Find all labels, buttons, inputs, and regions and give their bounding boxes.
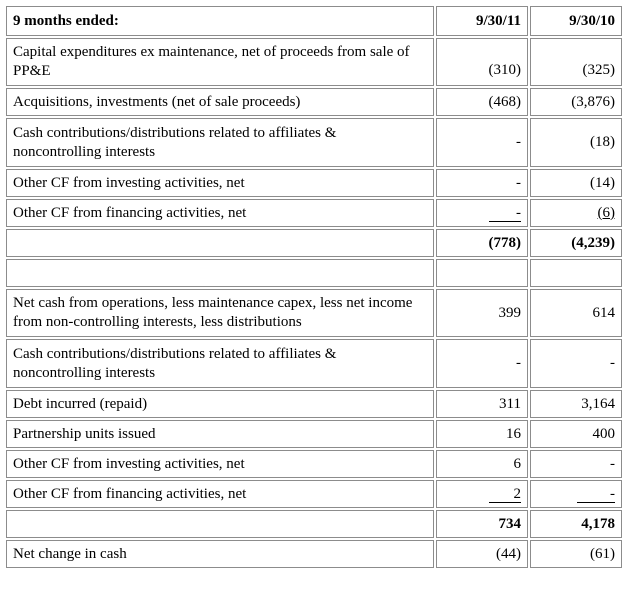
- row-label: Other CF from financing activities, net: [6, 480, 434, 508]
- row-value-2011: 16: [436, 420, 528, 448]
- header-row: [6, 6, 622, 36]
- subtotal-value-2011: 734: [436, 510, 528, 538]
- row-value-2010: [530, 199, 622, 227]
- table-row: [6, 199, 622, 227]
- underlined-value: -: [577, 486, 615, 503]
- row-value-2010: [530, 259, 622, 287]
- row-value-2011: (310): [436, 38, 528, 86]
- row-value-2010: (325): [530, 38, 622, 86]
- row-label: Partnership units issued: [6, 420, 434, 448]
- row-value-2011: 311: [436, 390, 528, 418]
- row-label: Other CF from financing activities, net: [6, 199, 434, 227]
- spacer-row: [6, 259, 622, 287]
- row-value-2011: -: [436, 169, 528, 197]
- row-value-2011: [436, 199, 528, 227]
- row-label: Other CF from investing activities, net: [6, 450, 434, 478]
- table-row: [6, 88, 622, 116]
- row-value-2010: -: [530, 450, 622, 478]
- row-value-2011: 399: [436, 289, 528, 337]
- row-value-2010: (61): [530, 540, 622, 568]
- table-row: [6, 169, 622, 197]
- row-label: [6, 259, 434, 287]
- header-col-9-30-10: 9/30/10: [530, 6, 622, 36]
- row-label: Other CF from investing activities, net: [6, 169, 434, 197]
- row-value-2010: 3,164: [530, 390, 622, 418]
- table-row: [6, 420, 622, 448]
- table-row: [6, 118, 622, 167]
- total-row: [6, 540, 622, 568]
- row-label: Cash contributions/distributions related to affiliates & noncontrolling interests: [6, 118, 434, 167]
- subtotal-value-2011: (778): [436, 229, 528, 257]
- subtotal-value-2010: (4,239): [530, 229, 622, 257]
- row-value-2010: [530, 480, 622, 508]
- header-label: 9 months ended:: [6, 6, 434, 36]
- row-label: Net cash from operations, less maintenance capex, less net income from non-controlling interests, less distributions: [6, 289, 434, 337]
- row-label: Debt incurred (repaid): [6, 390, 434, 418]
- row-label: [6, 229, 434, 257]
- table-row: [6, 289, 622, 337]
- row-value-2010: -: [530, 339, 622, 388]
- row-value-2011: [436, 259, 528, 287]
- underlined-value: -: [489, 205, 521, 222]
- row-label: Acquisitions, investments (net of sale proceeds): [6, 88, 434, 116]
- header-col-9-30-11: 9/30/11: [436, 6, 528, 36]
- table-row: [6, 450, 622, 478]
- row-label: [6, 510, 434, 538]
- subtotal-row: [6, 510, 622, 538]
- row-value-2011: -: [436, 118, 528, 167]
- underlined-value: 2: [489, 486, 521, 503]
- row-value-2011: 6: [436, 450, 528, 478]
- row-label: Net change in cash: [6, 540, 434, 568]
- row-label: Cash contributions/distributions related to affiliates & noncontrolling interests: [6, 339, 434, 388]
- table-row: [6, 480, 622, 508]
- cash-flow-table: [4, 4, 624, 570]
- subtotal-row: [6, 229, 622, 257]
- table-row: [6, 38, 622, 86]
- row-value-2011: -: [436, 339, 528, 388]
- subtotal-value-2010: 4,178: [530, 510, 622, 538]
- row-label: Capital expenditures ex maintenance, net of proceeds from sale of PP&E: [6, 38, 434, 86]
- underlined-value: (6): [597, 204, 615, 221]
- row-value-2010: 614: [530, 289, 622, 337]
- row-value-2011: (468): [436, 88, 528, 116]
- row-value-2010: (3,876): [530, 88, 622, 116]
- row-value-2011: [436, 480, 528, 508]
- table-row: [6, 339, 622, 388]
- row-value-2011: (44): [436, 540, 528, 568]
- row-value-2010: (18): [530, 118, 622, 167]
- table-row: [6, 390, 622, 418]
- row-value-2010: (14): [530, 169, 622, 197]
- row-value-2010: 400: [530, 420, 622, 448]
